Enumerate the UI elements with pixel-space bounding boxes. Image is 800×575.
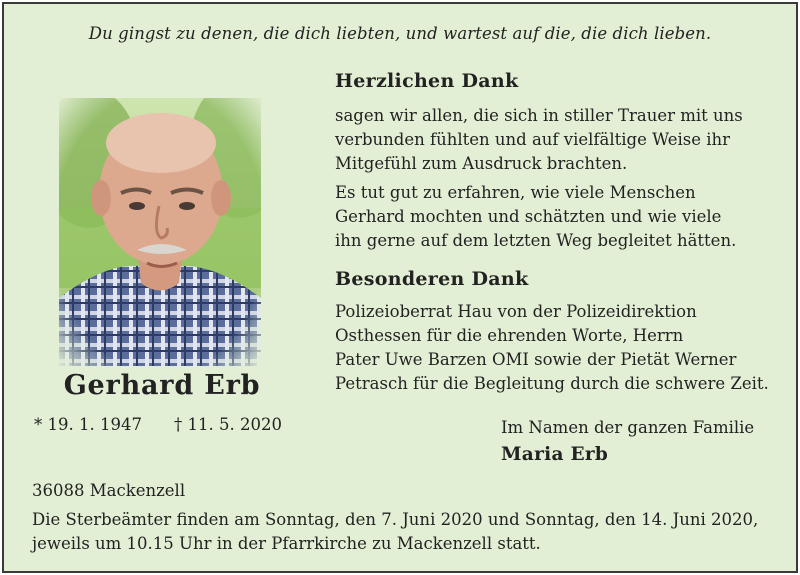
service-info bbox=[32, 508, 758, 556]
text-line: verbunden fühlten und auf vielfältige Weise ihr bbox=[335, 130, 731, 149]
text-line: Pater Uwe Barzen OMI sowie der Pietät Werner bbox=[335, 350, 737, 369]
portrait-image bbox=[59, 98, 261, 366]
thanks-heading: Herzlichen Dank bbox=[335, 70, 519, 92]
signature-line: Im Namen der ganzen Familie bbox=[501, 418, 755, 437]
text-line: ihn gerne auf dem letzten Weg begleitet hätten. bbox=[335, 231, 737, 250]
special-thanks-paragraph bbox=[335, 300, 769, 396]
thanks-paragraph-1 bbox=[335, 104, 743, 176]
text-line: sagen wir allen, die sich in stiller Trauer mit uns bbox=[335, 106, 743, 125]
thanks-paragraph-2 bbox=[335, 181, 736, 253]
deceased-name: Gerhard Erb bbox=[63, 370, 261, 401]
memorial-quote: Du gingst zu denen, die dich liebten, und wartest auf die, die dich lieben. bbox=[88, 24, 712, 43]
text-line: Die Sterbeämter finden am Sonntag, den 7. Juni 2020 und Sonntag, den 14. Juni 2020, bbox=[32, 510, 759, 529]
signature-name: Maria Erb bbox=[501, 444, 609, 465]
birth-date: * 19. 1. 1947 bbox=[34, 415, 142, 434]
portrait-photo bbox=[59, 98, 261, 366]
location: 36088 Mackenzell bbox=[32, 481, 186, 500]
special-thanks-heading: Besonderen Dank bbox=[335, 268, 529, 290]
text-line: Osthessen für die ehrenden Worte, Herrn bbox=[335, 326, 684, 345]
text-line: Gerhard mochten und schätzten und wie viele bbox=[335, 207, 722, 226]
obituary-card bbox=[2, 2, 798, 573]
text-line: jeweils um 10.15 Uhr in der Pfarrkirche zu Mackenzell statt. bbox=[32, 534, 541, 553]
text-line: Mitgefühl zum Ausdruck brachten. bbox=[335, 154, 628, 173]
text-line: Es tut gut zu erfahren, wie viele Menschen bbox=[335, 183, 696, 202]
death-date: † 11. 5. 2020 bbox=[174, 415, 282, 434]
text-line: Petrasch für die Begleitung durch die schwere Zeit. bbox=[335, 374, 769, 393]
text-line: Polizeioberrat Hau von der Polizeidirektion bbox=[335, 302, 697, 321]
